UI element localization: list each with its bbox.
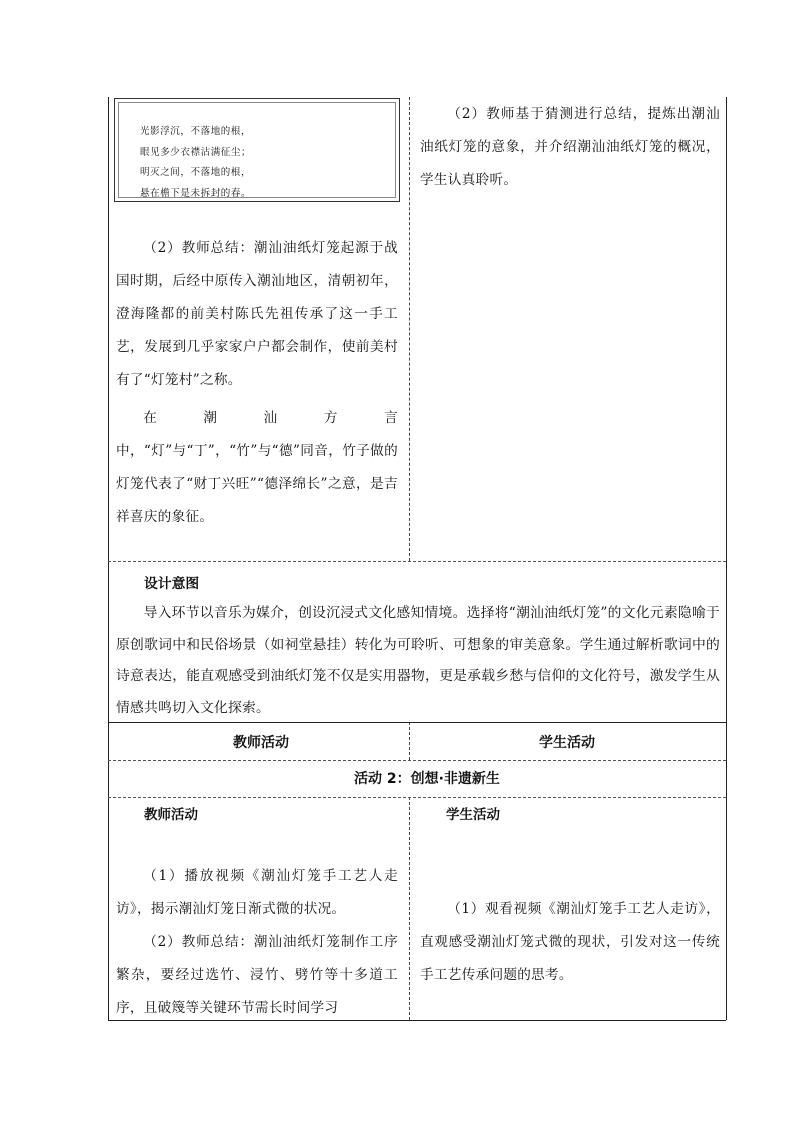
lyric-line: 明灭之间，不落地的根，	[140, 167, 252, 178]
header-teacher-activity: 教师活动	[233, 735, 289, 751]
table-right-border	[726, 97, 727, 1020]
header-student-activity: 学生活动	[539, 735, 595, 751]
row-divider-activity-bottom	[108, 797, 726, 798]
teacher-summary-dialect: 在潮汕方言中，“灯”与“丁”，“竹”与“德”同音，竹子做的灯笼代表了“财丁兴旺”“德泽绵长”之意，是吉祥喜庆的象征。	[116, 410, 398, 525]
activity2-teacher-step1: （1）播放视频《潮汕灯笼手工艺人走访》，揭示潮汕灯笼日渐式微的状况。	[116, 868, 398, 917]
lyric-line: 悬在檐下是未拆封的春。	[140, 187, 252, 199]
activity2-title: 活动 2：创想·非遗新生	[354, 771, 500, 787]
student-summary-listen: （2）教师基于猜测进行总结，提炼出潮汕油纸灯笼的意象，并介绍潮汕油纸灯笼的概况，学生认真聆听。	[420, 106, 720, 188]
column-divider-activity	[409, 797, 410, 1020]
activity2-teacher-step2: （2）教师总结：潮汕油纸灯笼制作工序繁杂，要经过选竹、浸竹、劈竹等十多道工序，且破篾等关键环节需长时间学习	[116, 934, 398, 1016]
lyric-line: 眼见多少衣襟沾满征尘；	[140, 146, 252, 158]
column-divider-header	[409, 722, 410, 760]
column-divider-top	[409, 97, 410, 561]
activity2-teacher-label: 教师活动	[144, 807, 198, 823]
lyrics-text	[140, 122, 390, 204]
design-intent-text: 导入环节以音乐为媒介，创设沉浸式文化感知情境。选择将“潮汕油纸灯笼”的文化元素隐喻于原创歌词中和民俗场景（如祠堂悬挂）转化为可聆听、可想象的审美意象。学生通过解析歌词中的诗意表达，能直观感受到油纸灯笼不仅是实用器物，更是承载乡愁与信仰的文化符号，激发学生从情感共鸣切入文化探索。	[116, 605, 720, 716]
design-intent-title: 设计意图	[144, 576, 200, 592]
table-left-border	[108, 97, 109, 1020]
lyric-line: 光影浮沉，不落地的根，	[140, 126, 252, 137]
row-divider-design-top	[108, 561, 726, 562]
activity2-student-label: 学生活动	[446, 807, 500, 823]
teacher-summary-origin: （2）教师总结：潮汕油纸灯笼起源于战国时期，后经中原传入潮汕地区，清朝初年，澄海隆都的前美村陈氏先祖传承了这一手工艺，发展到几乎家家户户都会制作，使前美村有了“灯笼村”之称。	[116, 240, 398, 388]
row-divider-header-bottom	[108, 760, 726, 761]
activity2-student-step1: （1）观看视频《潮汕灯笼手工艺人走访》，直观感受潮汕灯笼式微的现状，引发对这一传统手工艺传承问题的思考。	[420, 901, 720, 983]
